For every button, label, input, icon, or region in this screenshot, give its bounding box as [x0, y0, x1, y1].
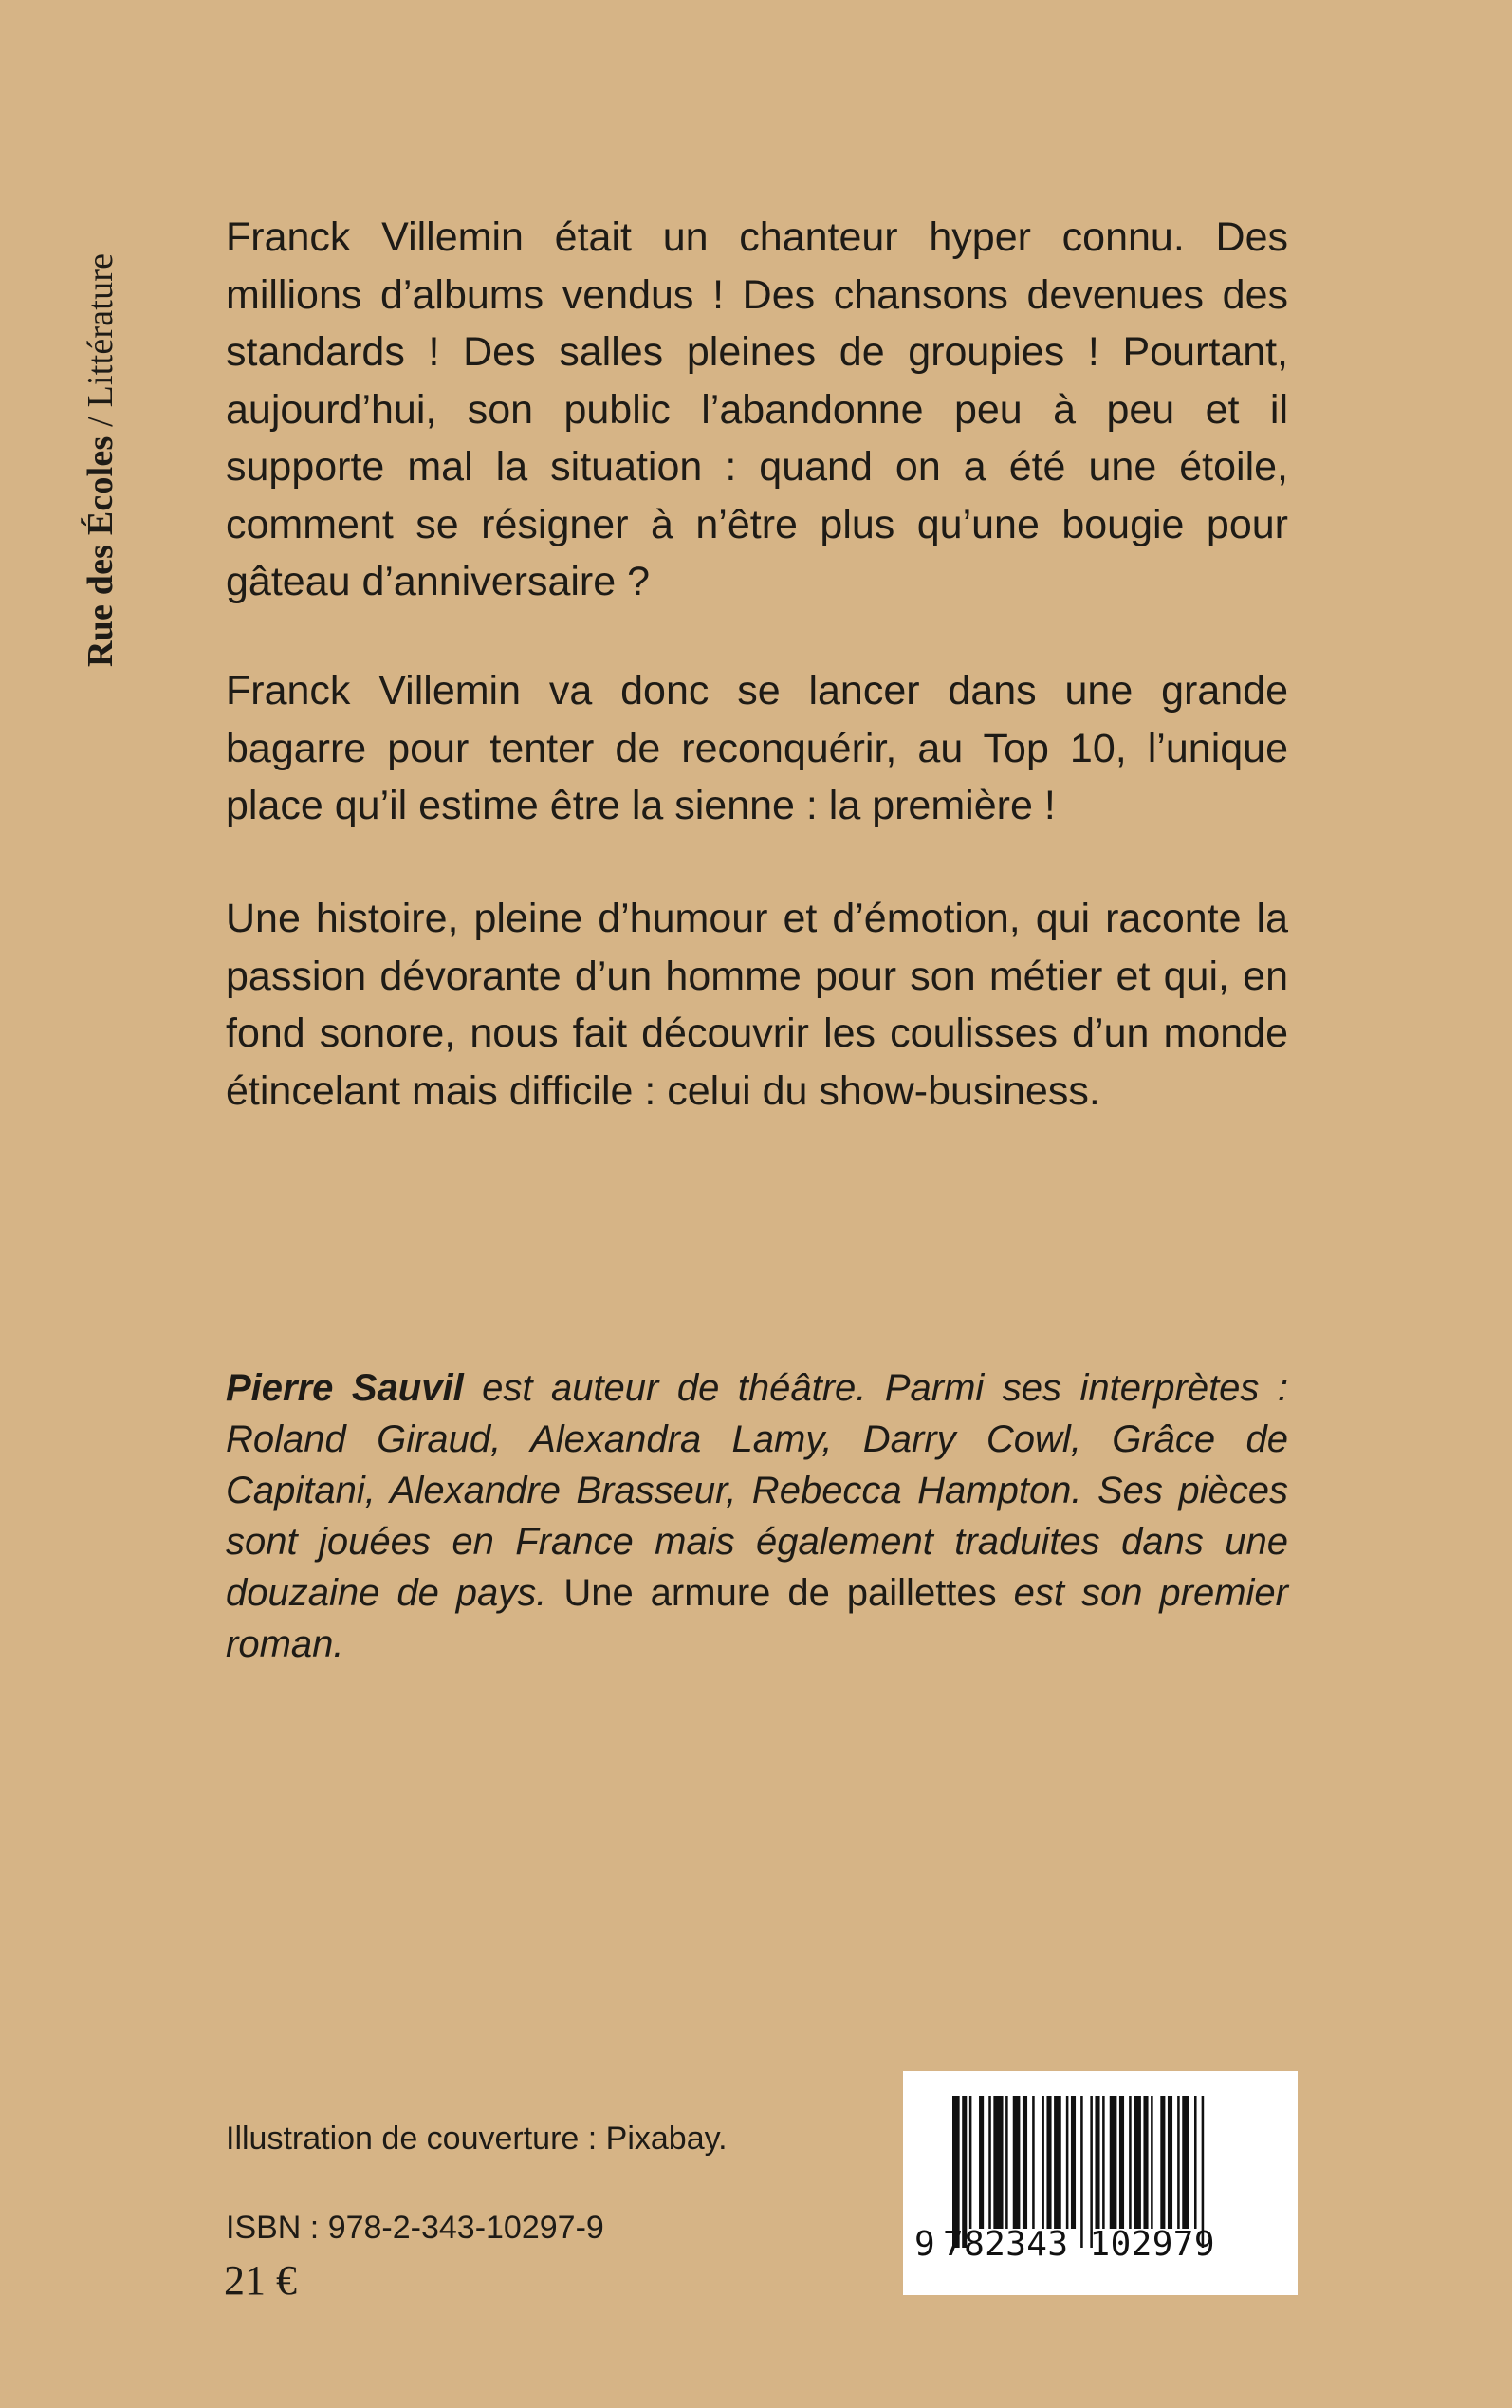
barcode-bar — [1129, 2096, 1132, 2229]
barcode-number — [914, 2225, 1256, 2265]
barcode-bar — [1095, 2096, 1099, 2229]
book-title: Une armure de paillettes — [563, 1572, 997, 1614]
barcode-bar — [1177, 2096, 1180, 2229]
barcode-bar — [1071, 2096, 1076, 2229]
barcode-bar — [1160, 2096, 1165, 2229]
barcode-bar — [1182, 2096, 1189, 2229]
barcode-bar — [1134, 2096, 1141, 2229]
isbn-text: ISBN : 978-2-343-10297-9 — [226, 2210, 604, 2246]
barcode-bar — [1023, 2096, 1027, 2229]
barcode-bar — [1032, 2096, 1035, 2229]
barcode-bar — [1005, 2096, 1008, 2229]
barcode-digits: 782343 102979 — [943, 2225, 1215, 2264]
blurb-paragraph-3: Une histoire, pleine d’humour et d’émotion, qui raconte la passion dévorante d’un homme pour son métier et qui, en fond sonore, nous fait découvrir les coulisses d’un monde étincelant mais difficile : celui du show-business. — [226, 896, 1288, 1114]
spine-separator: / — [81, 407, 120, 436]
illustration-credit: Illustration de couverture : Pixabay. — [226, 2121, 728, 2157]
barcode-bar — [1151, 2096, 1153, 2229]
barcode — [903, 2071, 1298, 2295]
author-name: Pierre Sauvil — [226, 1367, 464, 1409]
author-bio — [226, 1362, 1288, 1670]
barcode-lead-digit: 9 — [914, 2225, 936, 2264]
series-name: Rue des Écoles — [81, 435, 120, 667]
spine-text — [80, 253, 121, 667]
barcode-bar — [979, 2096, 984, 2229]
barcode-bar — [1110, 2096, 1117, 2229]
category-name: Littérature — [81, 252, 120, 408]
barcode-bar — [969, 2096, 972, 2229]
barcode-bar — [1119, 2096, 1124, 2229]
barcode-bar — [1054, 2096, 1061, 2229]
barcode-bar — [988, 2096, 991, 2229]
blurb-paragraph-1: Franck Villemin était un chanteur hyper connu. Des millions d’albums vendus ! Des chansons devenues des standards ! Des salles pleines de groupies ! Pourtant, aujourd’hui, son public l’abandonne peu à peu et il supporte mal la situation : quand on a été une étoile, comment se résigner à n’être plus qu’une bougie pour gâteau d’anniversaire ? — [226, 214, 1288, 604]
barcode-bar — [1168, 2096, 1172, 2229]
author-bio-text-a: est auteur de théâtre. Parmi ses interprètes : Roland Giraud, Alexandra Lamy, Darry Cowl, Grâce de Capitani, Alexandre Brasseur, Rebecca Hampton. Ses pièces sont jouées en France mais également traduites dans une douzaine de pays. — [226, 1367, 1288, 1614]
author-bio-text-b: est son premier roman. — [226, 1572, 1288, 1665]
price-text: 21 € — [224, 2257, 297, 2304]
blurb-paragraph-2: Franck Villemin va donc se lancer dans une grande bagarre pour tenter de reconquérir, au Top 10, l’unique place qu’il estime être la sienne : la première ! — [226, 668, 1288, 828]
barcode-bar — [993, 2096, 1003, 2229]
barcode-bar — [1143, 2096, 1148, 2229]
barcode-bar — [1046, 2096, 1051, 2229]
barcode-bar — [1102, 2096, 1105, 2229]
barcode-bar — [1194, 2096, 1197, 2229]
barcode-bar — [1042, 2096, 1044, 2229]
barcode-bar — [1013, 2096, 1021, 2229]
barcode-bar — [1066, 2096, 1069, 2229]
